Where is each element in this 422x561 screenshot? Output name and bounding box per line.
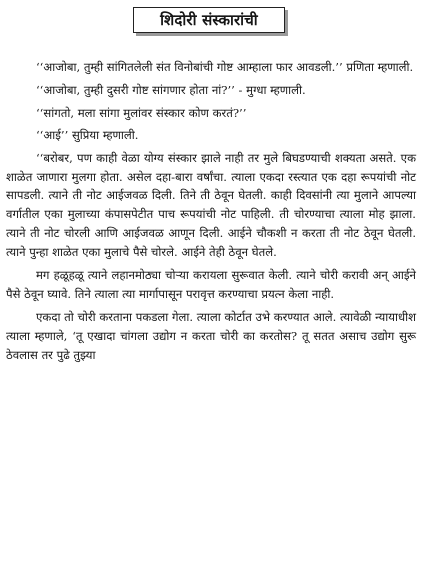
story-body (6, 58, 416, 369)
paragraph: एकदा तो चोरी करताना पकडला गेला. त्याला कोर्टात उभे करण्यात आले. त्यावेळी न्यायाधीश त्याला म्हणाले, ‘तू एखादा चांगला उद्योग न करता चोरी का करतोस? तू सतत असाच उद्योग सुरू ठेवलास तर पुढे तुझ्या (6, 309, 416, 362)
paragraph: ‘‘बरोबर, पण काही वेळा योग्य संस्कार झाले नाही तर मुले बिघडण्याची शक्यता असते. एक शाळेत जाणारा मुलगा होता. असेल दहा-बारा वर्षांचा. त्याला एकदा रस्त्यात एक दहा रूपयांची नोट सापडली. त्याने ती नोट आईजवळ दिली. तिने ती ठेवून घेतली. काही दिवसांनी त्या मुलाने आपल्या वर्गातील एका मुलाच्या कंपासपेटीत पाच रूपयांची नोट पाहिली. ती चोरण्याचा त्याला मोह झाला. त्याने ती नोट चोरली आणि आईजवळ आणून दिली. आईने चौकशी न करता ती नोट ठेवून घेतली. त्याने पुन्हा शाळेत एका मुलाचे पैसे चोरले. आईने तेही ठेवून घेतले. (6, 150, 417, 260)
paragraph: मग हळूहळू त्याने लहानमोठ्या चोऱ्या करायला सुरूवात केली. त्याने चोरी करावी अन् आईने पैसे ठेवून घ्यावे. तिने त्याला त्या मार्गापासून परावृत्त करण्याचा प्रयत्न केला नाही. (6, 268, 416, 301)
paragraph: ‘‘आजोबा, तुम्ही सांगितलेली संत विनोबांची गोष्ट आम्हाला फार आवडली.’’ प्रणिता म्हणाली. (36, 60, 414, 74)
chapter-title-box (133, 7, 285, 33)
paragraph: ‘‘आई’’ सुप्रिया म्हणाली. (36, 127, 139, 142)
paragraph: ‘‘सांगतो, मला सांगा मुलांवर संस्कार कोण करतं?’’ (36, 105, 247, 120)
chapter-title: शिदोरी संस्कारांची (160, 11, 258, 29)
paragraph: ‘‘आजोबा, तुम्ही दुसरी गोष्ट सांगणार होता नां?’’ - मुग्धा म्हणाली. (36, 82, 306, 97)
